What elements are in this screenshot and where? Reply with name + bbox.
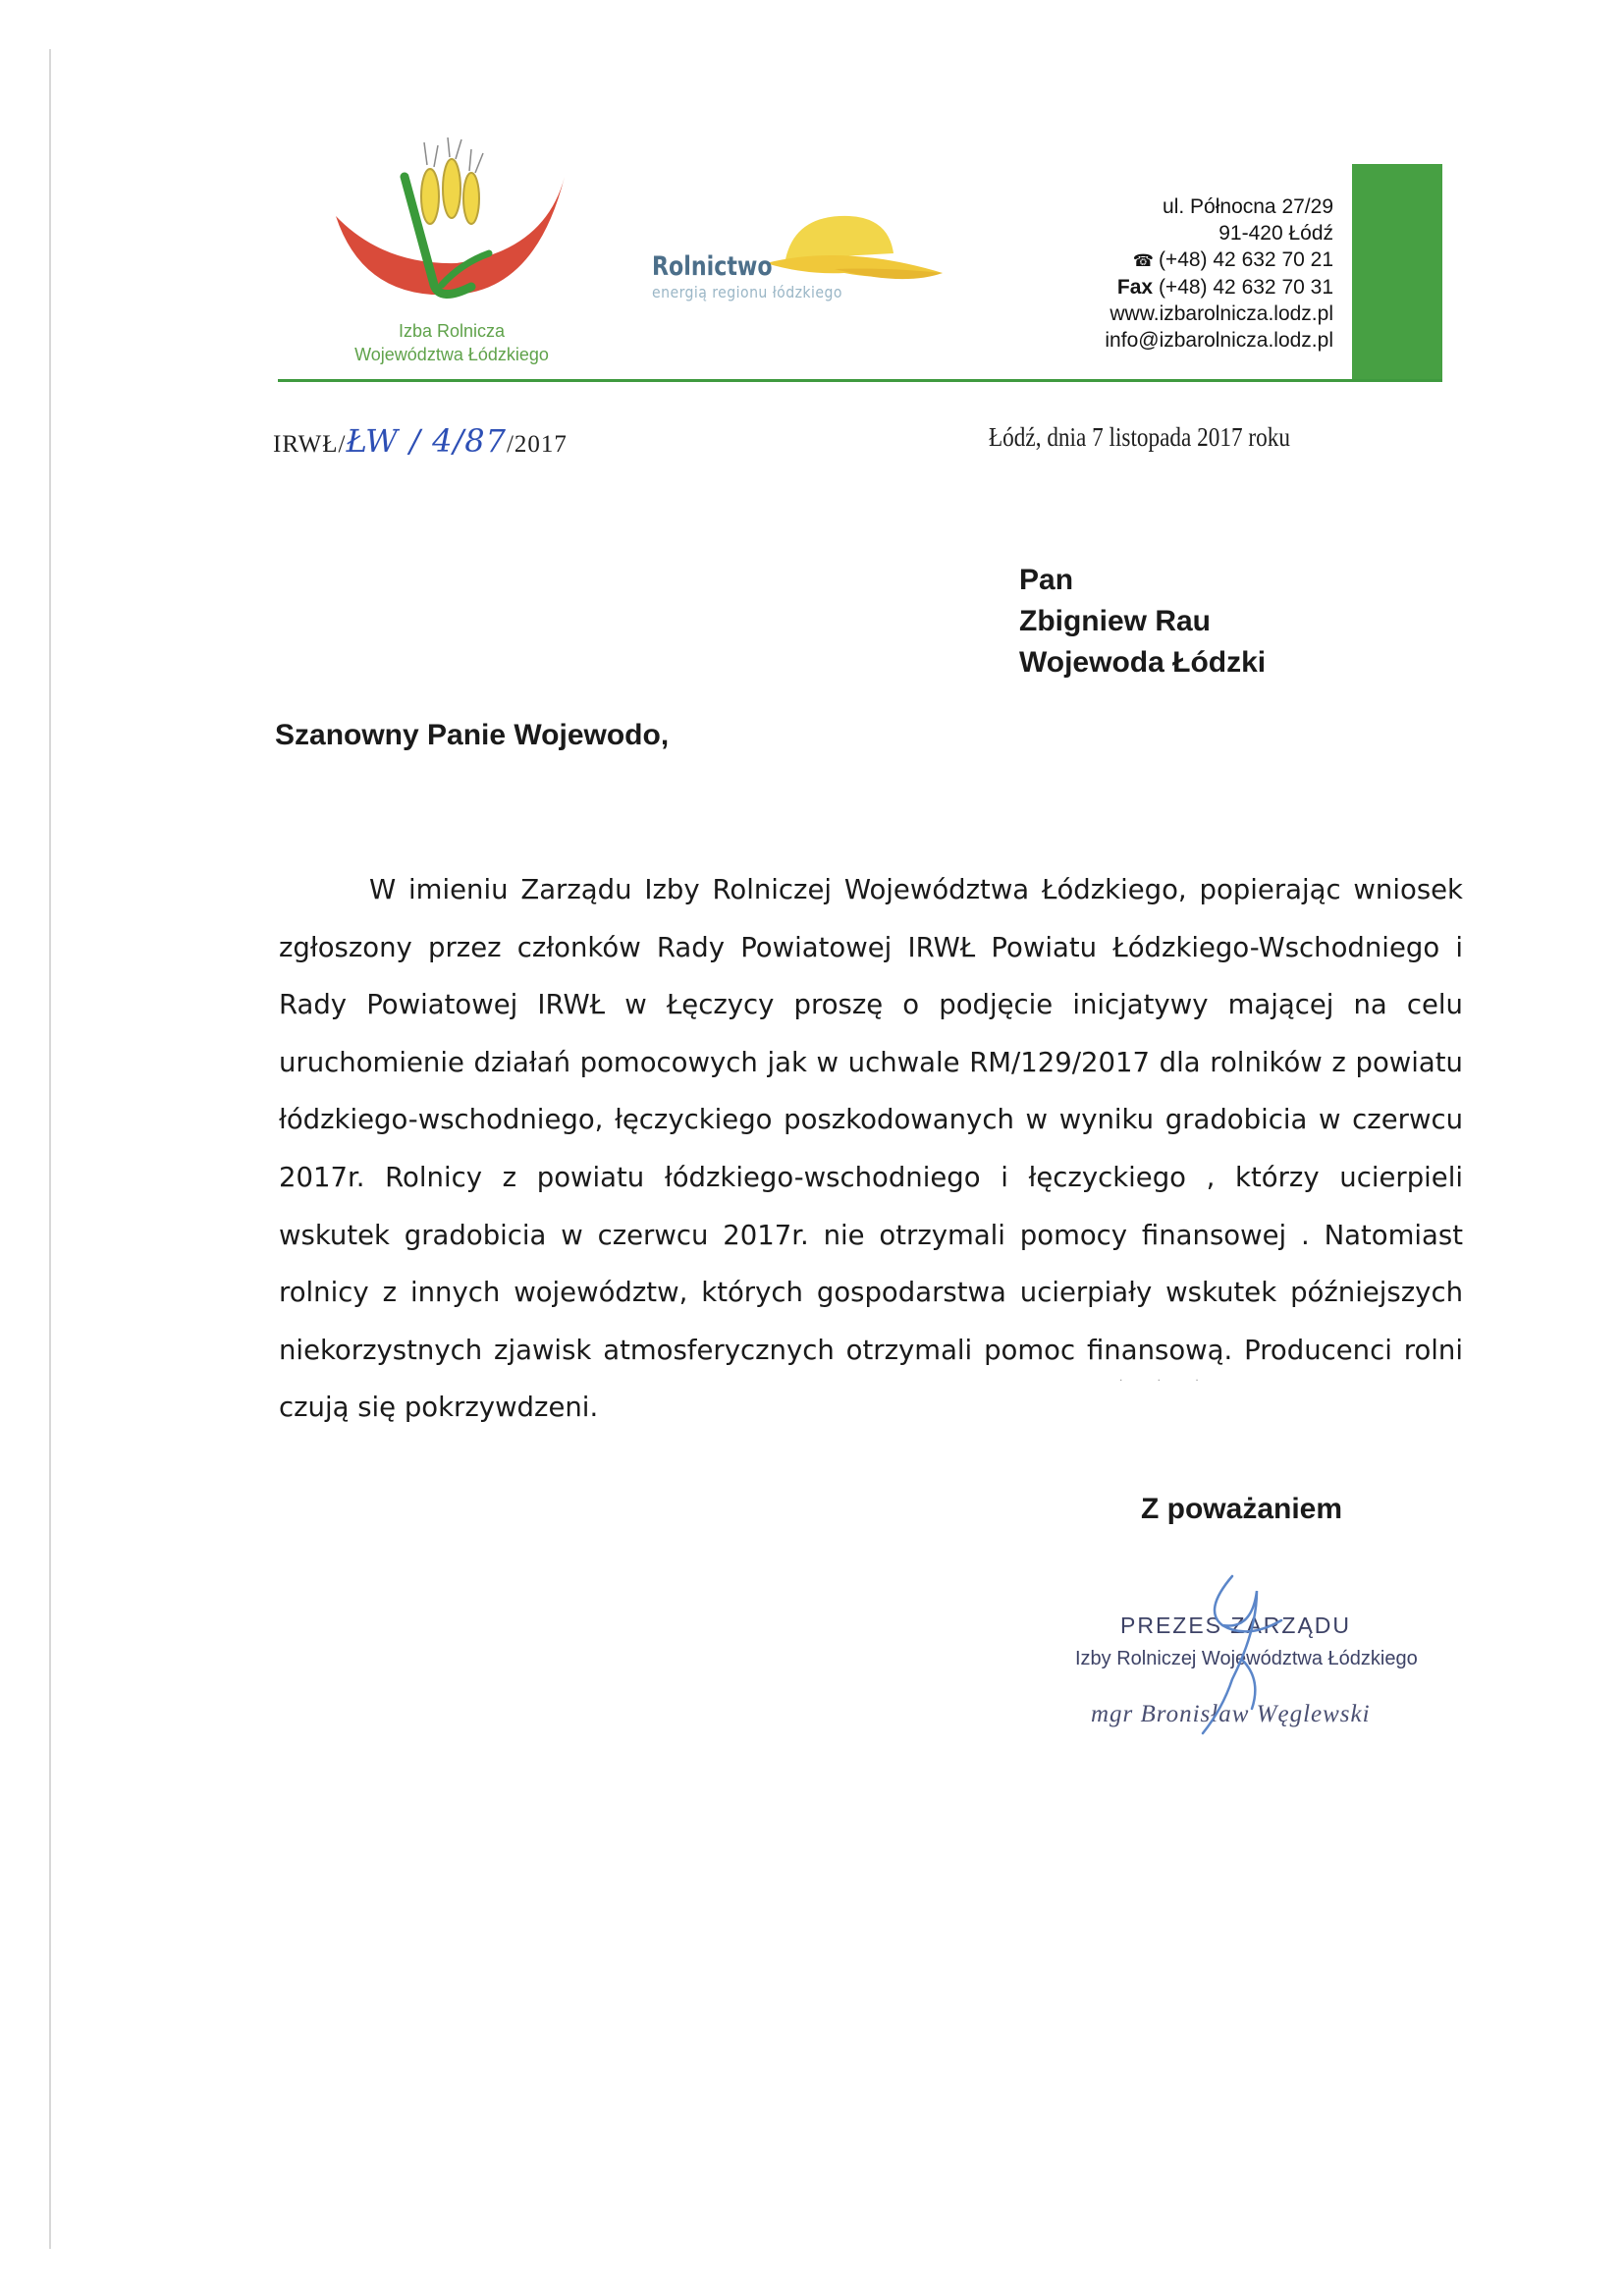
stamp-person: mgr Bronisław Węglewski [1091,1701,1371,1727]
stamp-organization: Izby Rolniczej Województwa Łódzkiego [1075,1648,1418,1669]
contact-street: ul. Północna 27/29 [1163,195,1333,218]
contact-fax-label: Fax [1116,276,1154,299]
recipient-block [1019,560,1266,683]
reference-prefix: IRWŁ/ [273,431,347,458]
phone-icon: ☎ [1132,251,1154,270]
irwl-logo-line1: Izba Rolnicza [398,321,506,341]
scan-edge-line [49,49,51,2249]
contact-phone-row [1105,246,1333,274]
wheat-crest-icon [324,137,579,319]
salutation: Szanowny Panie Wojewodo, [275,719,670,751]
reference-suffix: /2017 [506,431,568,458]
recipient-name: Zbigniew Rau [1019,605,1211,637]
contact-fax-row [1105,274,1333,301]
rolnictwo-logo [648,204,962,312]
reference-number [273,422,568,460]
header-divider [278,379,1442,382]
irwl-logo-name [324,319,579,366]
irwl-logo-line2: Województwa Łódzkiego [354,345,549,364]
rolnictwo-subtitle: energią regionu łódzkiego [652,283,842,301]
stamp-title: PREZES ZARZĄDU [1120,1613,1352,1638]
handwritten-signature-icon [1164,1571,1321,1738]
rolnictwo-title: Rolnictwo [652,251,773,282]
contact-website: www.izbarolnicza.lodz.pl [1110,302,1333,325]
green-accent-block [1352,164,1442,380]
recipient-title: Pan [1019,564,1074,596]
irwl-logo [324,137,579,373]
contact-phone: (+48) 42 632 70 21 [1158,248,1333,271]
signature-stamp [1065,1571,1419,1748]
closing: Z poważaniem [1141,1493,1343,1525]
reference-handwritten: ŁW / 4/87 [346,422,507,460]
contact-block [1105,193,1333,354]
letter-body [279,861,1463,1437]
letter-date: Łódź, dnia 7 listopada 2017 roku [989,422,1290,452]
recipient-position: Wojewoda Łódzki [1019,646,1267,679]
scan-dots: . . . [1119,1370,1215,1384]
body-paragraph: W imieniu Zarządu Izby Rolniczej Województwa Łódzkiego, popierając wniosek zgłoszony przez członków Rady Powiatowej IRWŁ Powiatu Łódzkiego-Wschodniego i Rady Powiatowej IRWŁ w Łęczycy proszę o podjęcie inicjatywy mającej na celu uruchomienie działań pomocowych jak w uchwale RM/129/2017 dla rolników z powiatu łódzkiego-wschodniego, łęczyckiego poszkodowanych w wyniku gradobicia w czerwcu 2017r. Rolnicy z powiatu łódzkiego-wschodniego i łęczyckiego , którzy ucierpieli wskutek gradobicia w czerwcu 2017r. nie otrzymali pomocy finansowej . Natomiast rolnicy z innych województw, których gospodarstwa ucierpiały wskutek późniejszych niekorzystnych zjawisk atmosferycznych otrzymali pomoc finansową. Producenci rolni czują się pokrzywdzeni. [279,874,1463,1424]
contact-fax: (+48) 42 632 70 31 [1158,276,1333,299]
contact-email: info@izbarolnicza.lodz.pl [1105,329,1333,352]
contact-city: 91-420 Łódź [1218,222,1333,245]
